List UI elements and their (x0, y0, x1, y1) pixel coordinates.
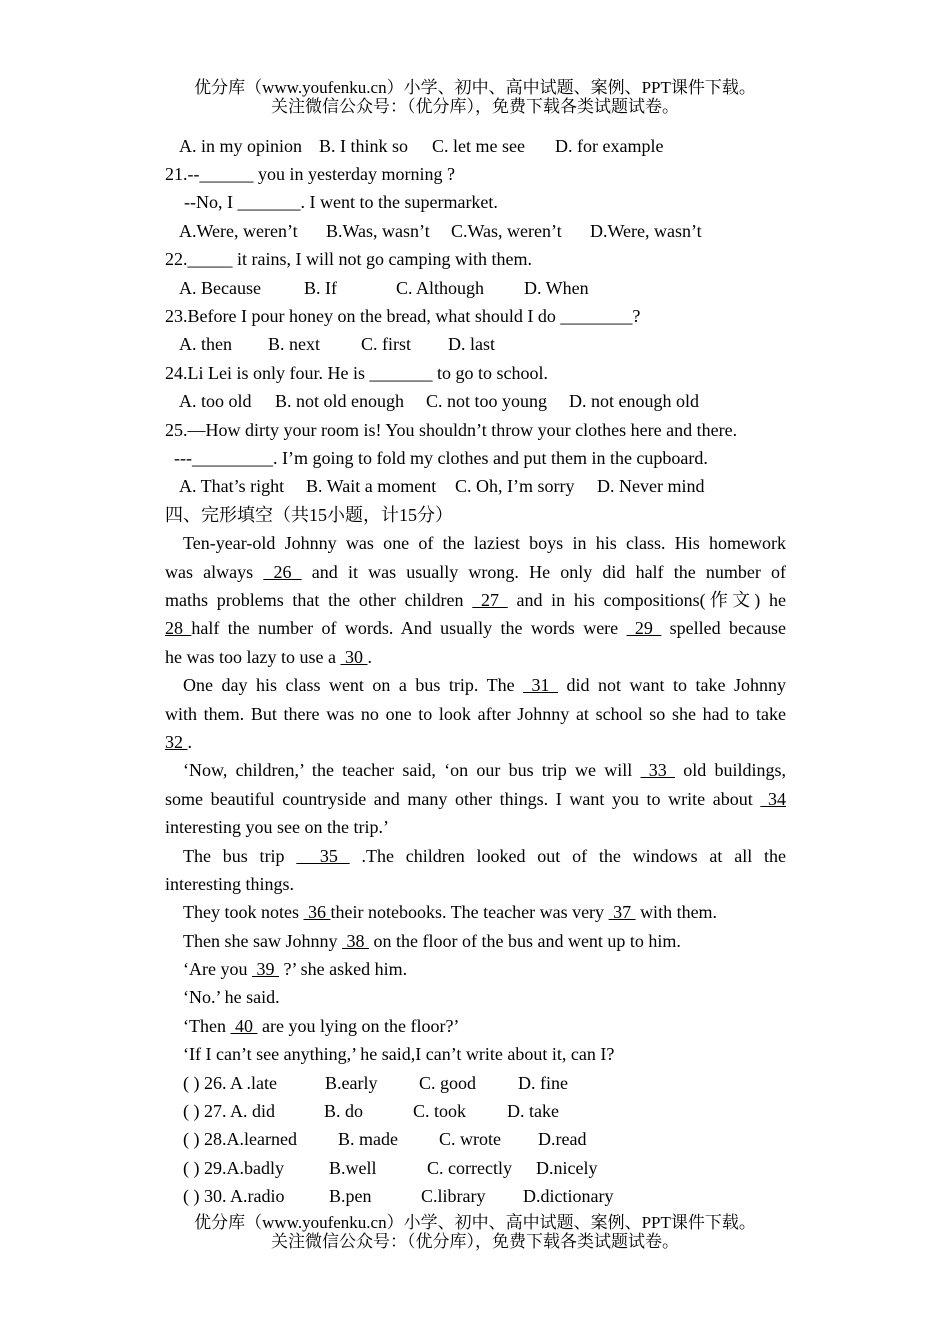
q21-blank-1: ______ (199, 164, 254, 184)
q26-stem: ( ) 26. A .late (183, 1073, 277, 1093)
q28-stem: ( ) 28.A.learned (183, 1129, 297, 1149)
blank-27: 27 (472, 590, 508, 610)
text: old buildings, (675, 760, 787, 780)
blank-34: 34 (760, 789, 786, 809)
q23-option-b: B. next (268, 334, 320, 354)
q25-stem-1: 25.—How dirty your room is! You shouldn’t throw your clothes here and there. (165, 420, 738, 440)
blank-29: 29 (626, 618, 662, 638)
q20-options (179, 135, 663, 157)
page-footer (0, 1213, 950, 1251)
section-4-title: 四、完形填空（共15小题，计15分） (165, 505, 453, 525)
text: he was too lazy to use a (165, 647, 341, 667)
footer-line-1: 优分库（www.youfenku.cn）小学、初中、高中试题、案例、PPT课件下载。 (194, 1213, 756, 1232)
text: and in his compositions(作文) he (507, 590, 786, 610)
passage-p5 (183, 901, 717, 923)
text: The bus trip (183, 846, 297, 866)
q28-option-c: C. wrote (439, 1129, 501, 1149)
q21-number: 21.-- (165, 164, 200, 184)
q28-option-b: B. made (338, 1129, 398, 1149)
q21-text-2a: --No, I (184, 192, 238, 212)
q23-blank: ________ (560, 306, 633, 326)
q24-option-a: A. too old (179, 391, 252, 411)
text: are you lying on the floor?’ (257, 1016, 460, 1036)
q21-option-a: A.Were, weren’t (179, 221, 298, 241)
header-line-2: 关注微信公众号：（优分库），免费下载各类试题试卷。 (271, 97, 679, 116)
text: half the number of words. And usually the words were (191, 618, 627, 638)
q26-row (183, 1072, 568, 1094)
q21-stem-2 (184, 191, 498, 213)
passage-p1-line-4 (165, 617, 786, 639)
blank-40: 40 (230, 1016, 258, 1036)
text: ‘Now, children,’ the teacher said, ‘on our bus trip we will (183, 760, 641, 780)
q22-option-a: A. Because (179, 278, 261, 298)
blank-36: 36 (303, 902, 331, 922)
q29-option-d: D.nicely (536, 1158, 598, 1178)
passage-p1-line-3 (165, 589, 786, 611)
q27-option-b: B. do (324, 1101, 364, 1121)
q23-option-a: A. then (179, 334, 232, 354)
passage-p6 (183, 930, 681, 952)
q23-option-c: C. first (361, 334, 412, 354)
q23-text: 23.Before I pour honey on the bread, what should I do (165, 306, 561, 326)
text: . (187, 732, 192, 752)
q22-options (179, 277, 589, 299)
q30-option-b: B.pen (329, 1186, 372, 1206)
q22-blank: _____ (187, 249, 233, 269)
blank-35: 35 (296, 846, 350, 866)
q25-option-a: A. That’s right (179, 476, 285, 496)
q27-row (183, 1100, 559, 1122)
q23-options (179, 333, 495, 355)
text: spelled because (661, 618, 786, 638)
blank-38: 38 (341, 931, 369, 951)
blank-30: 30 (340, 647, 368, 667)
q20-option-d: D. for example (555, 136, 664, 156)
passage-p2-line-2: with them. But there was no one to look after Johnny at school so she had to take (165, 704, 786, 724)
q21-option-b: B.Was, wasn’t (326, 221, 430, 241)
q30-stem: ( ) 30. A.radio (183, 1186, 285, 1206)
q27-stem: ( ) 27. A. did (183, 1101, 275, 1121)
q24-option-b: B. not old enough (275, 391, 404, 411)
q28-row (183, 1128, 586, 1150)
q30-option-c: C.library (421, 1186, 486, 1206)
text: .The children looked out of the windows at all the (349, 846, 786, 866)
q24-stem (165, 362, 548, 384)
q22-text: it rains, I will not go camping with them. (232, 249, 532, 269)
passage-p7 (183, 958, 407, 980)
text: ?’ she asked him. (278, 959, 408, 979)
q21-option-d: D.Were, wasn’t (590, 221, 702, 241)
q30-option-d: D.dictionary (523, 1186, 614, 1206)
q24-end: to go to school. (432, 363, 548, 383)
passage-p3-line-1 (183, 759, 786, 781)
q22-number: 22. (165, 249, 188, 269)
q27-option-d: D. take (507, 1101, 559, 1121)
q25-text: . I’m going to fold my clothes and put them in the cupboard. (272, 448, 708, 468)
passage-p4-line-1 (183, 845, 786, 867)
q20-option-a: A. in my opinion (179, 136, 303, 156)
q21-text-1: you in yesterday morning ? (253, 164, 455, 184)
q23-end: ? (632, 306, 641, 326)
q25-option-c: C. Oh, I’m sorry (455, 476, 575, 496)
text: some beautiful countryside and many other things. I want you to write about (165, 789, 761, 809)
q25-stem-2 (174, 447, 708, 469)
footer-line-2: 关注微信公众号：（优分库），免费下载各类试题试卷。 (271, 1232, 679, 1251)
q25-option-b: B. Wait a moment (306, 476, 437, 496)
text: . (367, 647, 372, 667)
passage-p1-line-2 (165, 561, 786, 583)
q24-text: 24.Li Lei is only four. He is (165, 363, 370, 383)
blank-37: 37 (608, 902, 636, 922)
text: maths problems that the other children (165, 590, 473, 610)
q29-option-b: B.well (329, 1158, 377, 1178)
q28-option-d: D.read (538, 1129, 587, 1149)
passage-p10: ‘If I can’t see anything,’ he said,I can’t write about it, can I? (183, 1044, 615, 1064)
q24-option-d: D. not enough old (569, 391, 699, 411)
blank-28: 28 (165, 618, 192, 638)
header-line-1: 优分库（www.youfenku.cn）小学、初中、高中试题、案例、PPT课件下载。 (194, 78, 756, 97)
q30-row (183, 1185, 613, 1207)
q21-blank-2: _______ (237, 192, 301, 212)
text: ‘Are you (183, 959, 252, 979)
q29-option-c: C. correctly (427, 1158, 512, 1178)
q22-option-d: D. When (524, 278, 589, 298)
q29-stem: ( ) 29.A.badly (183, 1158, 284, 1178)
text: was always (165, 562, 264, 582)
text: ‘Then (183, 1016, 231, 1036)
text: Then she saw Johnny (183, 931, 342, 951)
text: with them. (635, 902, 718, 922)
passage-p2-line-3 (165, 731, 192, 753)
text: on the floor of the bus and went up to him. (368, 931, 681, 951)
q21-options (179, 220, 702, 242)
q21-text-2b: . I went to the supermarket. (300, 192, 498, 212)
q26-option-d: D. fine (518, 1073, 568, 1093)
q25-option-d: D. Never mind (597, 476, 705, 496)
passage-p3-line-2 (165, 788, 786, 810)
q26-option-b: B.early (325, 1073, 378, 1093)
q25-blank: _________ (191, 448, 273, 468)
blank-32: 32 (165, 732, 188, 752)
q23-option-d: D. last (448, 334, 495, 354)
text: One day his class went on a bus trip. The (183, 675, 524, 695)
text: and it was usually wrong. He only did half the number of (301, 562, 787, 582)
q24-option-c: C. not too young (426, 391, 548, 411)
passage-p4-line-2: interesting things. (165, 874, 294, 894)
passage-p3-line-3: interesting you see on the trip.’ (165, 817, 389, 837)
q20-option-b: B. I think so (319, 136, 409, 156)
passage-p1-line-5 (165, 646, 372, 668)
q26-option-c: C. good (419, 1073, 477, 1093)
q21-stem-1 (165, 163, 455, 185)
blank-26: 26 (263, 562, 302, 582)
blank-33: 33 (640, 760, 676, 780)
q22-option-c: C. Although (396, 278, 485, 298)
q25-options (179, 475, 704, 497)
q20-option-c: C. let me see (432, 136, 525, 156)
q21-option-c: C.Was, weren’t (451, 221, 562, 241)
q24-blank: _______ (369, 363, 433, 383)
passage-p1-line-1: Ten-year-old Johnny was one of the laziest boys in his class. His homework (183, 533, 786, 553)
blank-39: 39 (251, 959, 279, 979)
text: their notebooks. The teacher was very (330, 902, 609, 922)
text: did not want to take Johnny (558, 675, 787, 695)
q25-dash: --- (174, 448, 192, 468)
q29-row (183, 1157, 597, 1179)
page-header (0, 78, 950, 116)
q23-stem (165, 305, 640, 327)
text: They took notes (183, 902, 304, 922)
passage-p8: ‘No.’ he said. (183, 987, 280, 1007)
blank-31: 31 (523, 675, 559, 695)
q22-option-b: B. If (304, 278, 337, 298)
q24-options (179, 390, 699, 412)
passage-p2-line-1 (183, 674, 786, 696)
q22-stem (165, 248, 532, 270)
q27-option-c: C. took (413, 1101, 467, 1121)
passage-p9 (183, 1015, 459, 1037)
